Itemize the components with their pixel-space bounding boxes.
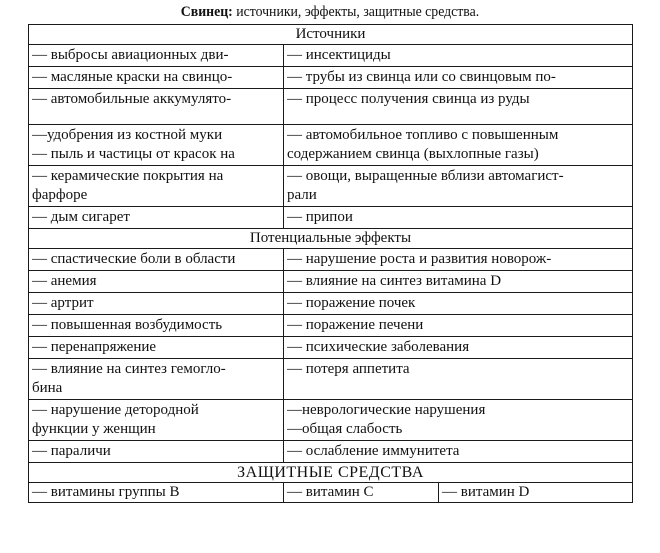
cell-line: —удобрения из костной муки	[32, 127, 223, 143]
document-title	[26, 3, 633, 21]
effect-right	[284, 271, 633, 293]
effect-right	[284, 400, 633, 441]
cell-line: — поражение печени	[287, 317, 424, 333]
table-row	[29, 359, 633, 400]
table-row	[29, 315, 633, 337]
cell-line: — анемия	[32, 273, 97, 289]
source-right	[284, 67, 633, 89]
table-row	[29, 441, 633, 463]
table-row	[29, 125, 633, 166]
cell-line: — пыль и частицы от красок на	[32, 146, 235, 162]
effect-right	[284, 441, 633, 463]
cell-line: —неврологические нарушения	[287, 402, 486, 418]
cell-line: — автомобильное топливо с повышенным	[287, 127, 559, 143]
table-row	[29, 400, 633, 441]
source-right	[284, 125, 633, 166]
source-left	[29, 67, 284, 89]
cell-line: — трубы из свинца или со свинцовым по-	[287, 69, 556, 85]
table-row	[29, 207, 633, 229]
effect-left	[29, 441, 284, 463]
protective-header: ЗАЩИТНЫЕ СРЕДСТВА	[29, 463, 633, 483]
source-right	[284, 89, 633, 125]
effect-left	[29, 359, 284, 400]
effect-right	[284, 337, 633, 359]
cell-line: рали	[287, 187, 317, 203]
cell-line: — поражение почек	[287, 295, 416, 311]
lead-table	[28, 24, 633, 503]
cell-line: — влияние на синтез гемогло-	[32, 361, 226, 377]
cell-line: — инсектициды	[287, 47, 391, 63]
source-left	[29, 207, 284, 229]
protective-row	[29, 483, 633, 503]
table-row	[29, 249, 633, 271]
effect-right	[284, 249, 633, 271]
title-rest: источники, эффекты, защитные средства.	[232, 4, 480, 20]
effect-left	[29, 293, 284, 315]
effects-header: Потенциальные эффекты	[29, 229, 633, 249]
cell-line: функции у женщин	[32, 421, 156, 437]
source-right	[284, 166, 633, 207]
effect-left	[29, 400, 284, 441]
title-bold: Свинец:	[180, 4, 233, 20]
source-left	[29, 166, 284, 207]
effect-left	[29, 337, 284, 359]
protective-item: — витамин D	[439, 483, 633, 503]
cell-line: — овощи, выращенные вблизи автомагист-	[287, 168, 564, 184]
table-row	[29, 166, 633, 207]
effect-right	[284, 315, 633, 337]
effect-left	[29, 271, 284, 293]
source-left	[29, 125, 284, 166]
cell-line: — припои	[287, 209, 353, 225]
source-left	[29, 45, 284, 67]
cell-line: — параличи	[32, 443, 111, 459]
cell-line: — повышенная возбудимость	[32, 317, 223, 333]
table-row	[29, 337, 633, 359]
cell-line: — психические заболевания	[287, 339, 470, 355]
effect-left	[29, 249, 284, 271]
source-left	[29, 89, 284, 125]
cell-line: — перенапряжение	[32, 339, 157, 355]
cell-line: — автомобильные аккумулято-	[32, 91, 232, 107]
cell-line: — артрит	[32, 295, 94, 311]
table-row	[29, 293, 633, 315]
cell-line: — масляные краски на свинцо-	[32, 69, 233, 85]
cell-line: — дым сигарет	[32, 209, 130, 225]
cell-line: — керамические покрытия на	[32, 168, 224, 184]
cell-line: — влияние на синтез витамина D	[287, 273, 502, 289]
cell-line: — спастические боли в области	[32, 251, 236, 267]
table-row	[29, 271, 633, 293]
effect-left	[29, 315, 284, 337]
effect-right	[284, 359, 633, 400]
protective-item: — витамин С	[284, 483, 439, 503]
cell-line: фарфоре	[32, 187, 88, 203]
protective-header-row	[29, 463, 633, 483]
sources-header-row	[29, 25, 633, 45]
cell-line: содержанием свинца (выхлопные газы)	[287, 146, 539, 162]
cell-line: — процесс получения свинца из руды	[287, 91, 530, 107]
source-right	[284, 207, 633, 229]
cell-line: — нарушение детородной	[32, 402, 199, 418]
cell-line: — выбросы авиационных дви-	[32, 47, 229, 63]
effects-header-row	[29, 229, 633, 249]
table-row	[29, 67, 633, 89]
cell-line: — потеря аппетита	[287, 361, 410, 377]
table-row	[29, 45, 633, 67]
cell-line: — нарушение роста и развития новорож-	[287, 251, 552, 267]
cell-line: бина	[32, 380, 63, 396]
effect-right	[284, 293, 633, 315]
source-right	[284, 45, 633, 67]
sources-header: Источники	[29, 25, 633, 45]
table-row	[29, 89, 633, 125]
cell-line: —общая слабость	[287, 421, 403, 437]
cell-line: — ослабление иммунитета	[287, 443, 460, 459]
protective-item: — витамины группы В	[29, 483, 284, 503]
